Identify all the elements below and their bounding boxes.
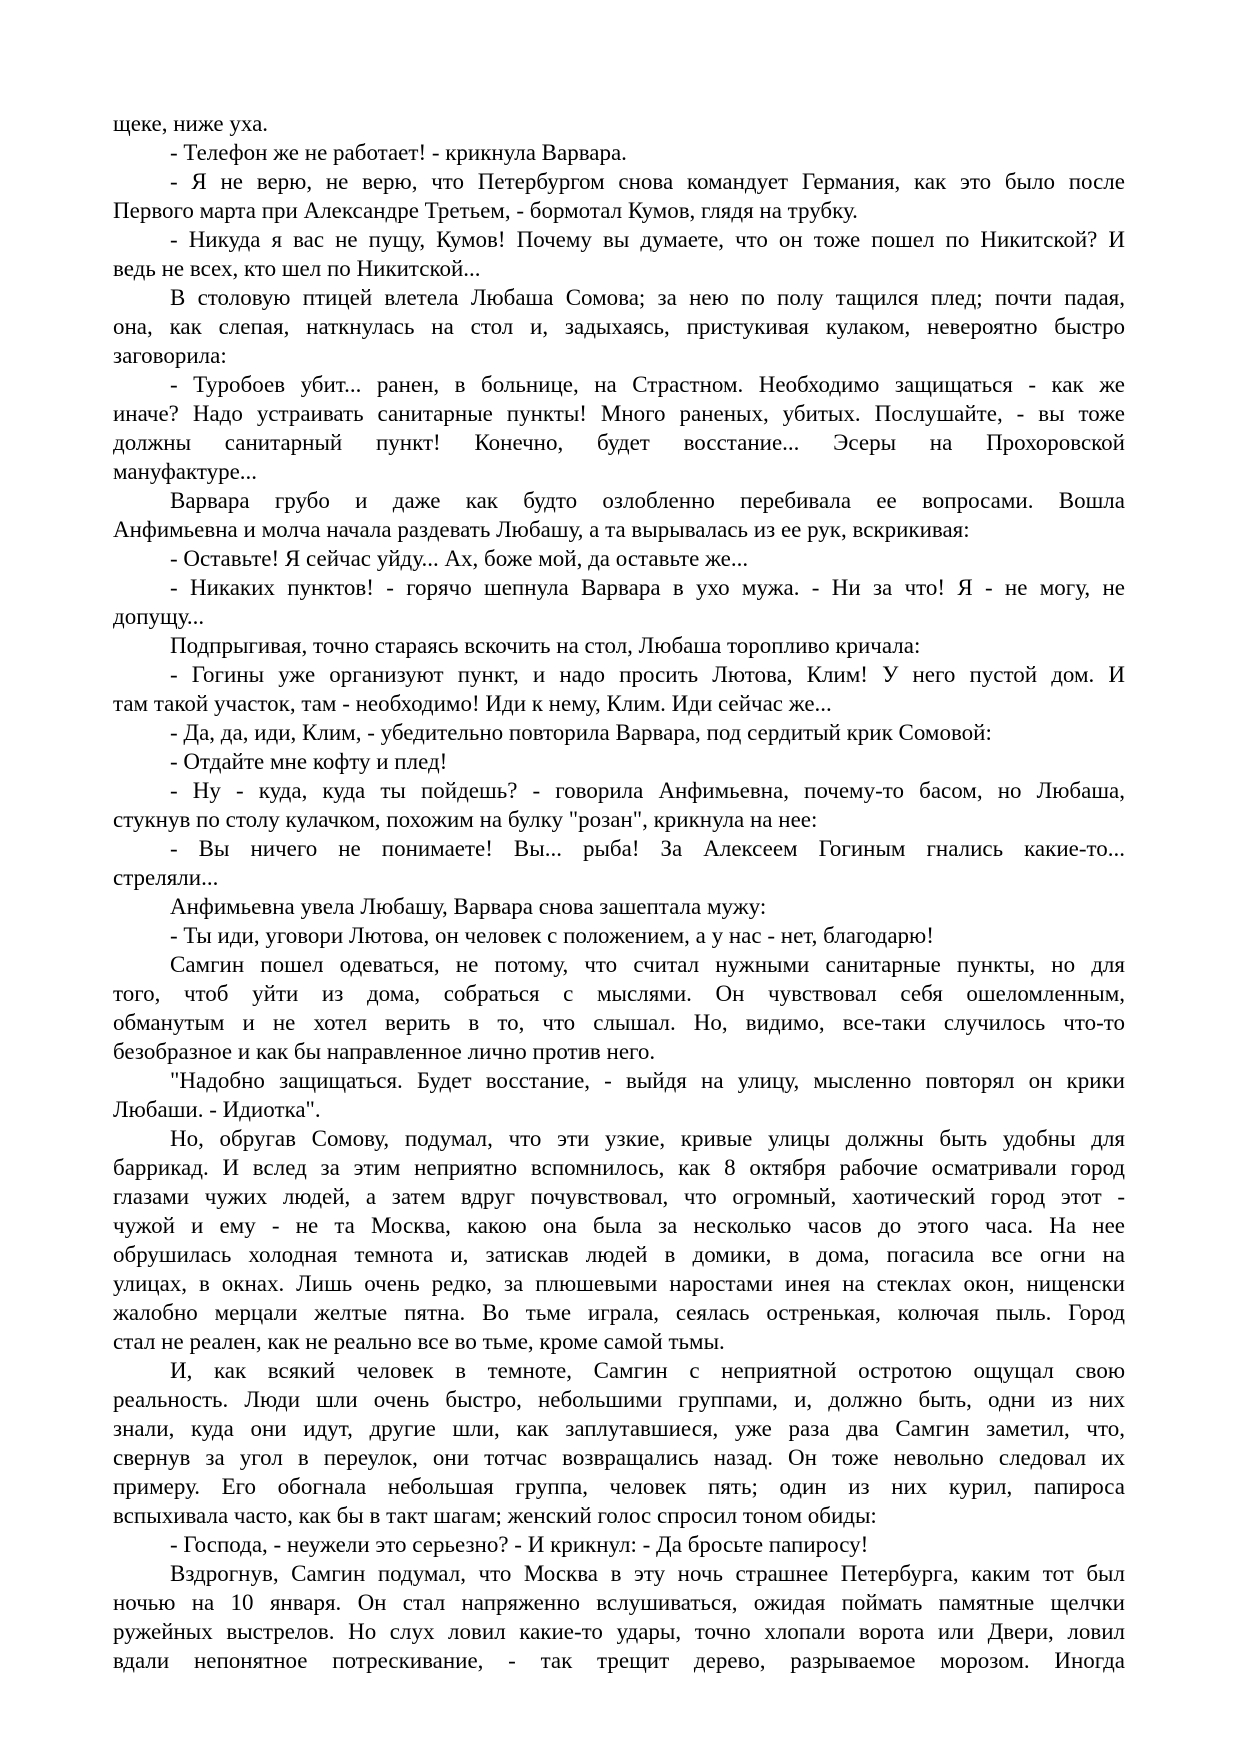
text-line: вспыхивала часто, как бы в такт шагам; женский голос спросил тоном обиды: — [113, 1503, 877, 1528]
text-line: она, как слепая, наткнулась на стол и, задыхаясь, пристукивая кулаком, невероятно быстро — [113, 314, 1125, 339]
text-line: глазами чужих людей, а затем вдруг почувствовал, что огромный, хаотический город этот - — [113, 1184, 1125, 1209]
text-line: - Оставьте! Я сейчас уйду... Ах, боже мой, да оставьте же... — [170, 546, 749, 571]
text-line: Самгин пошел одеваться, не потому, что считал нужными санитарные пункты, но для — [170, 952, 1125, 977]
text-line: Любаши. - Идиотка". — [113, 1097, 321, 1122]
text-line: того, чтоб уйти из дома, собраться с мыслями. Он чувствовал себя ошеломленным, — [113, 981, 1125, 1006]
text-line: знали, куда они идут, другие шли, как заплутавшиеся, уже раза два Самгин заметил, что, — [113, 1416, 1125, 1441]
text-line: "Надобно защищаться. Будет восстание, - выйдя на улицу, мысленно повторял он крики — [170, 1068, 1125, 1093]
text-line: стал не реален, как не реально все во тьме, кроме самой тьмы. — [113, 1329, 725, 1354]
text-line: иначе? Надо устраивать санитарные пункты! Много раненых, убитых. Послушайте, - вы тоже — [113, 401, 1125, 426]
text-line: стреляли... — [113, 865, 219, 890]
text-line: обрушилась холодная темнота и, затискав людей в домики, в дома, погасила все огни на — [113, 1242, 1125, 1267]
text-line: вдали непонятное потрескивание, - так трещит дерево, разрываемое морозом. Иногда — [113, 1648, 1125, 1673]
text-line: чужой и ему - не та Москва, какою она была за несколько часов до этого часа. На нее — [113, 1213, 1125, 1238]
text-line: - Отдайте мне кофту и плед! — [170, 749, 448, 774]
text-line: мануфактуре... — [113, 459, 258, 484]
text-line: - Туробоев убит... ранен, в больнице, на Страстном. Необходимо защищаться - как же — [170, 372, 1125, 397]
text-line: - Телефон же не работает! - крикнула Варвара. — [170, 140, 627, 165]
text-line: - Господа, - неужели это серьезно? - И крикнул: - Да бросьте папиросу! — [170, 1532, 869, 1557]
text-line: стукнув по столу кулачком, похожим на булку "розан", крикнула на нее: — [113, 807, 818, 832]
text-line: улицах, в окнах. Лишь очень редко, за плюшевыми наростами инея на стеклах окон, нищенски — [113, 1271, 1125, 1296]
text-line: Вздрогнув, Самгин подумал, что Москва в эту ночь страшнее Петербурга, каким тот был — [170, 1561, 1125, 1586]
text-line: Варвара грубо и даже как будто озлобленно перебивала ее вопросами. Вошла — [170, 488, 1125, 513]
text-line: - Никаких пунктов! - горячо шепнула Варвара в ухо мужа. - Ни за что! Я - не могу, не — [170, 575, 1125, 600]
text-line: - Я не верю, не верю, что Петербургом снова командует Германия, как это было после — [170, 169, 1125, 194]
text-line: Первого марта при Александре Третьем, - бормотал Кумов, глядя на трубку. — [113, 198, 858, 223]
text-line: заговорила: — [113, 343, 227, 368]
text-line: - Ну - куда, куда ты пойдешь? - говорила Анфимьевна, почему-то басом, но Любаша, — [170, 778, 1125, 803]
document-body-text — [113, 109, 1125, 1675]
text-line: Анфимьевна увела Любашу, Варвара снова зашептала мужу: — [170, 894, 767, 919]
text-line: обманутым и не хотел верить в то, что слышал. Но, видимо, все-таки случилось что-то — [113, 1010, 1125, 1035]
text-line: щеке, ниже уха. — [113, 111, 269, 136]
text-line: - Никуда я вас не пущу, Кумов! Почему вы думаете, что он тоже пошел по Никитской? И — [170, 227, 1125, 252]
text-line: Подпрыгивая, точно стараясь вскочить на стол, Любаша торопливо кричала: — [170, 633, 921, 658]
text-line: допущу... — [113, 604, 205, 629]
text-line: ружейных выстрелов. Но слух ловил какие-то удары, точно хлопали ворота или Двери, ловил — [113, 1619, 1125, 1644]
text-line: В столовую птицей влетела Любаша Сомова; за нею по полу тащился плед; почти падая, — [170, 285, 1125, 310]
text-line: безобразное и как бы направленное лично против него. — [113, 1039, 656, 1064]
text-line: реальность. Люди шли очень быстро, небольшими группами, и, должно быть, одни из них — [113, 1387, 1125, 1412]
text-line: должны санитарный пункт! Конечно, будет восстание... Эсеры на Прохоровской — [113, 430, 1125, 455]
text-line: жалобно мерцали желтые пятна. Во тьме играла, сеялась остренькая, колючая пыль. Город — [113, 1300, 1125, 1325]
text-line: там такой участок, там - необходимо! Иди к нему, Клим. Иди сейчас же... — [113, 691, 832, 716]
text-line: Но, обругав Сомову, подумал, что эти узкие, кривые улицы должны быть удобны для — [170, 1126, 1125, 1151]
text-line: баррикад. И вслед за этим неприятно вспомнилось, как 8 октября рабочие осматривали город — [113, 1155, 1125, 1180]
text-line: Анфимьевна и молча начала раздевать Любашу, а та вырывалась из ее рук, вскрикивая: — [113, 517, 970, 542]
text-line: И, как всякий человек в темноте, Самгин с неприятной остротою ощущал свою — [170, 1358, 1125, 1383]
text-line: примеру. Его обогнала небольшая группа, человек пять; один из них курил, папироса — [113, 1474, 1125, 1499]
text-line: - Вы ничего не понимаете! Вы... рыба! За Алексеем Гогиным гнались какие-то... — [170, 836, 1125, 861]
text-line: - Ты иди, уговори Лютова, он человек с положением, а у нас - нет, благодарю! — [170, 923, 934, 948]
text-line: свернув за угол в переулок, они тотчас возвращались назад. Он тоже невольно следовал их — [113, 1445, 1125, 1470]
text-line: - Да, да, иди, Клим, - убедительно повторила Варвара, под сердитый крик Сомовой: — [170, 720, 992, 745]
text-line: ночью на 10 января. Он стал напряженно вслушиваться, ожидая поймать памятные щелчки — [113, 1590, 1125, 1615]
text-line: - Гогины уже организуют пункт, и надо просить Лютова, Клим! У него пустой дом. И — [170, 662, 1125, 687]
text-line: ведь не всех, кто шел по Никитской... — [113, 256, 481, 281]
